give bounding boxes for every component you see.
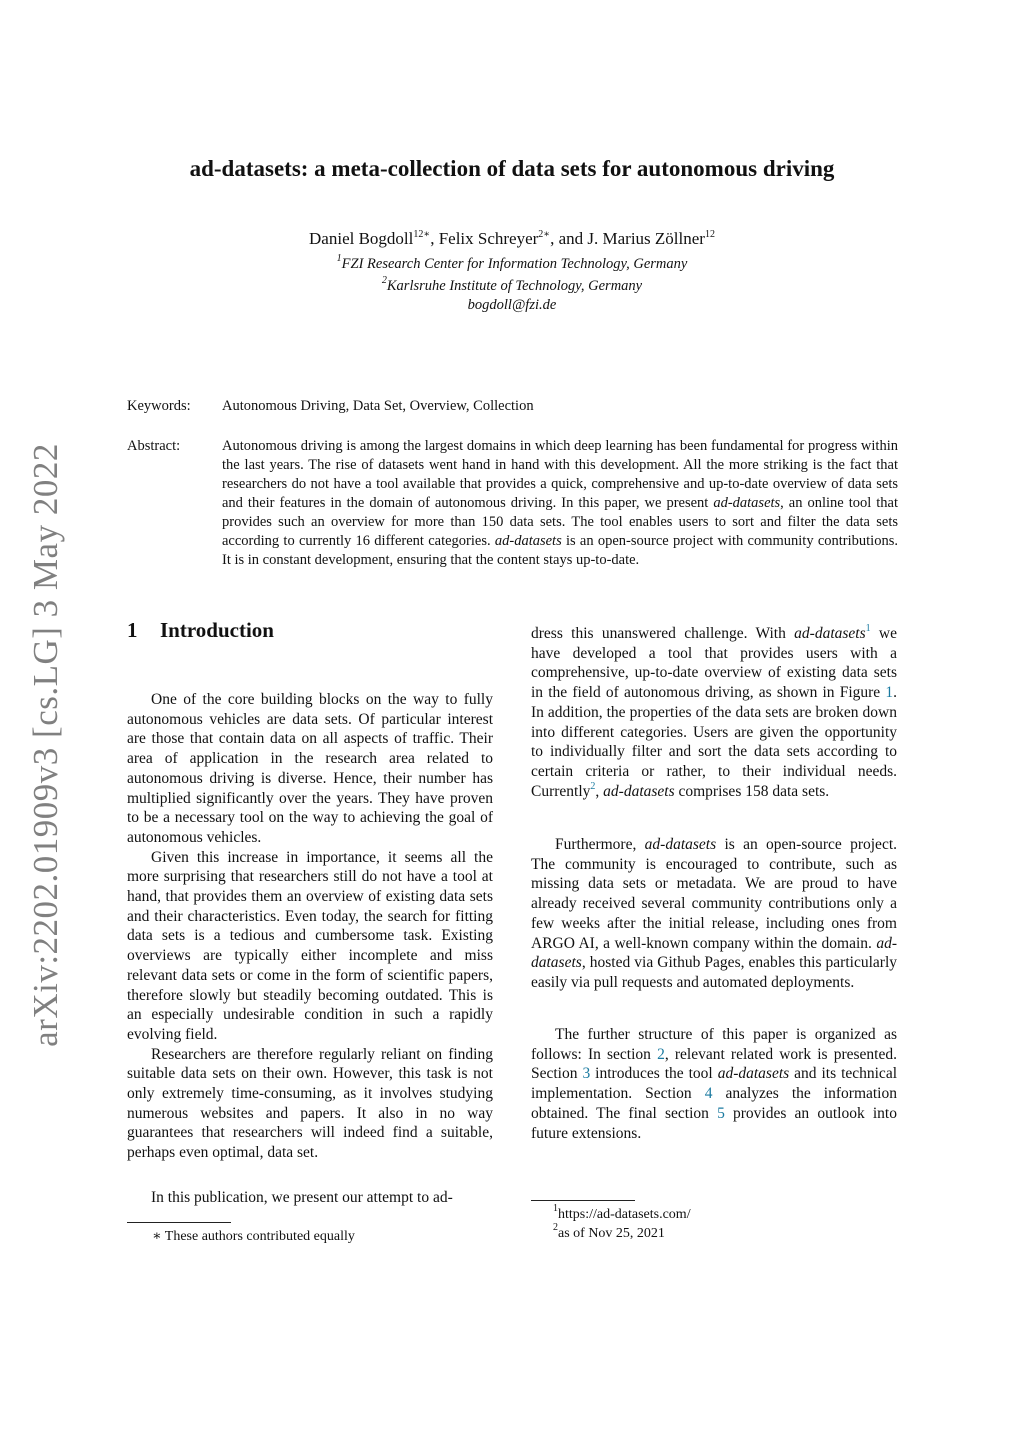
text: , hosted via Github Pages, enables this particularly easily via pull requests and automated deployments. [531,954,897,991]
footnote-2 [553,1222,665,1242]
affiliation-mark: 2 [381,275,387,286]
author-affiliation-mark: 2∗ [538,229,551,240]
tool-name: ad-datasets [717,1065,790,1083]
footnote-link[interactable]: 1 [865,623,871,634]
author-list [0,229,1024,249]
text: The further structure of this paper is organized as follows: In section [531,1026,897,1063]
tool-name: ad-datasets [494,533,562,549]
footnote-divider [127,1222,231,1223]
footnote-text: as of Nov 25, 2021 [558,1226,665,1241]
footnote-1 [553,1203,691,1223]
paragraph [531,624,897,801]
text: introduces the tool [590,1065,718,1083]
text: we have developed a tool that provides users with a comprehensive, up-to-date overview of existing data sets in the field of autonomous driving, as shown in Figure [531,625,898,702]
affiliation-text: Karlsruhe Institute of Technology, Germany [386,278,643,294]
text: is an open-source project. The community is encouraged to contribute, such as missing data sets or metadata. We are proud to have already received several community contributions only a few weeks after the initial release, including ones from ARGO AI, a well-known company within the domain. [531,836,897,952]
abstract-label: Abstract: [127,438,181,454]
section-reference-link[interactable]: 2 [657,1045,665,1063]
section-heading [127,618,274,643]
abstract-text: is an open-source project with community contributions. It is in constant development, ensuring that the content stays up-to-date. [222,533,898,568]
section-title: Introduction [160,618,274,642]
text: analyzes the information obtained. The final section [531,1085,897,1122]
author-name: , Felix Schreyer [430,229,539,248]
paragraph: One of the core building blocks on the way to fully autonomous vehicles are data sets. Of particular interest are those that contain data on all aspects of traffic. Their area of application in the research area related to autonomous driving is diverse. Hence, their number has multiplied significantly over the years. They have proven to be a necessary tool on the way to achieving the goal of autonomous vehicles. [127,691,493,846]
tool-name: ad-datasets [531,934,897,972]
author-email: bogdoll@fzi.de [467,297,557,313]
keywords-label: Keywords: [127,398,191,414]
section-reference-link[interactable]: 5 [717,1104,725,1122]
keywords-value: Autonomous Driving, Data Set, Overview, Collection [222,398,534,414]
author-name: Daniel Bogdoll [309,229,414,248]
section-reference-link[interactable]: 3 [582,1065,591,1083]
text: Furthermore, [555,836,645,853]
footnote-mark: 2 [553,1222,558,1233]
right-column-part-2 [531,835,897,993]
section-number: 1 [127,618,138,642]
paragraph [531,835,897,993]
right-column-part-1 [531,624,897,801]
text: and its technical implementation. Section [531,1065,898,1103]
arxiv-id-text: arXiv:2202.01909v3 [cs.LG] 3 May 2022 [26,443,65,1047]
paragraph: In this publication, we present our attempt to ad- [151,1189,453,1206]
footnote-divider [531,1200,635,1201]
text: , [595,782,604,800]
author-affiliation-mark: 12 [704,229,715,240]
footnote-equal-contribution: ∗ These authors contributed equally [152,1229,355,1244]
text: provides an outlook into future extensions. [531,1104,897,1142]
paragraph: Researchers are therefore regularly reliant on finding suitable data sets on their own. However, this task is not only extremely time-consuming, as it involves studying numerous websites and papers. It also in no way guarantees that researchers will indeed find a suitable, perhaps even optimal, data set. [127,1045,493,1162]
abstract-text: Autonomous driving is among the largest domains in which deep learning has been fundamental for progress within the last years. The rise of datasets went hand in hand with this development. All the more striking is the fact that researchers do not have a tool available that provides a quick, comprehensive and up-to-date overview of data sets and their features in the domain of autonomous driving. In this paper, we present [222,438,898,511]
left-column-continued [127,1188,493,1208]
abstract-body [222,437,898,570]
tool-name: ad-datasets [644,836,717,853]
affiliation-text: FZI Research Center for Information Technology, Germany [341,256,688,272]
text: , relevant related work is presented. Section [531,1045,897,1083]
footnote-url[interactable]: https://ad-datasets.com/ [558,1207,691,1222]
author-name: , and J. Marius Zöllner [550,229,705,248]
footnote-mark: 1 [553,1203,558,1214]
tool-name: ad-datasets [794,625,866,642]
paragraph: Given this increase in importance, it seems all the more surprising that researchers still do not have a tool at hand, that provides them an overview of existing data sets and their characteristics. Even today, the search for fitting data sets is a tedious and cumbersome task. Existing overviews are typically either incomplete and miss relevant data sets or come in the form of scientific papers, therefore slowly but steadily becoming outdated. This is an especially undesirable condition in such a rapidly evolving field. [127,848,493,1043]
tool-name: ad-datasets [713,495,781,511]
right-column-part-3 [531,1025,897,1143]
arxiv-side-stamp [0,0,90,1448]
tool-name: ad-datasets [603,782,675,800]
paragraph [531,1025,897,1143]
affiliation-1 [0,253,1024,273]
footnote-link[interactable]: 2 [590,780,596,792]
paper-title: ad-datasets: a meta-collection of data sets for autonomous driving [189,156,835,181]
figure-reference-link[interactable]: 1 [885,684,894,702]
abstract-text: , an online tool that provides such an overview for more than 150 data sets. The tool enables users to sort and filter the data sets according to currently 16 different categories. [222,495,898,549]
section-reference-link[interactable]: 4 [704,1085,713,1103]
affiliation-2 [0,275,1024,295]
left-column [127,690,493,1163]
text: . In addition, the properties of the data sets are broken down into different categories. Users are given the opportunity to individually filter and sort the data sets according to certain criteria or rather, to their individual needs. Currently [531,684,897,800]
text: comprises 158 data sets. [674,782,830,800]
text: dress this unanswered challenge. With [531,625,795,642]
author-affiliation-mark: 12∗ [413,229,431,240]
affiliation-mark: 1 [336,253,342,264]
